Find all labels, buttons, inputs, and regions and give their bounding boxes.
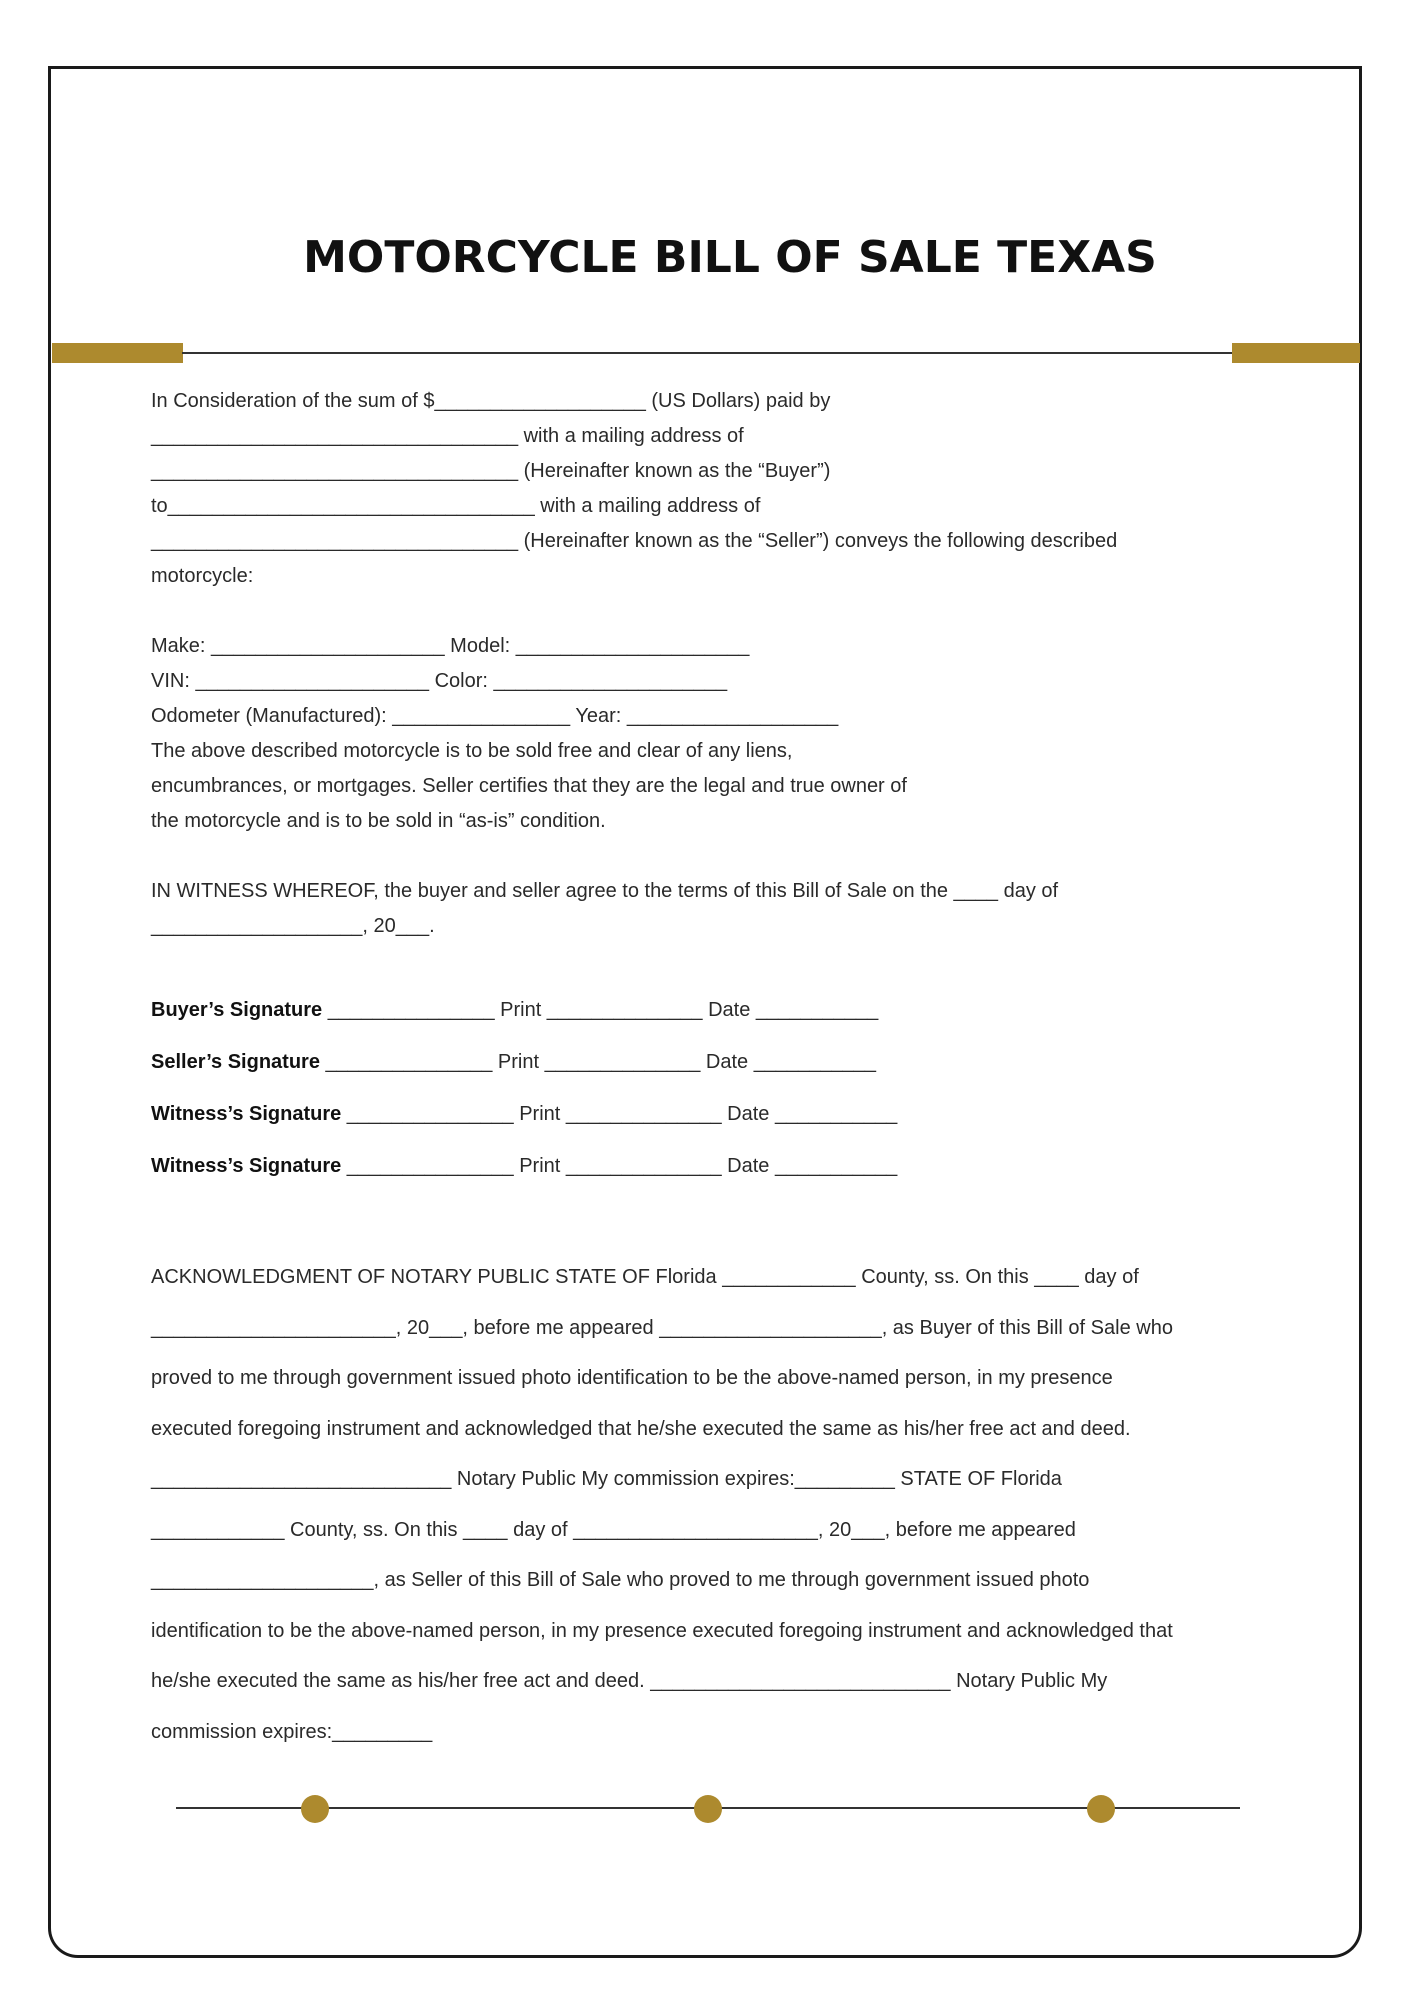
signature-row-witness-1 bbox=[151, 1088, 1291, 1140]
footer-dot bbox=[301, 1795, 329, 1823]
notary-line: identification to be the above-named person, in my presence executed foregoing instrument and acknowledged that bbox=[151, 1619, 1173, 1642]
signature-label: Witness’s Signature bbox=[151, 1155, 342, 1177]
signature-row-witness-2 bbox=[151, 1140, 1291, 1192]
notary-line: ____________________, as Seller of this Bill of Sale who proved to me through government issued photo bbox=[151, 1569, 1090, 1591]
detail-line: the motorcycle and is to be sold in “as-is” condition. bbox=[151, 810, 606, 832]
signature-label: Seller’s Signature bbox=[151, 1051, 320, 1073]
intro-line: In Consideration of the sum of $___________________ (US Dollars) paid by bbox=[151, 390, 831, 412]
detail-line: VIN: _____________________ Color: _____________________ bbox=[151, 670, 728, 692]
detail-line: The above described motorcycle is to be sold free and clear of any liens, bbox=[151, 740, 793, 762]
signature-section bbox=[151, 984, 1291, 1192]
notary-line: commission expires:_________ bbox=[151, 1720, 433, 1743]
signature-row-seller bbox=[151, 1036, 1291, 1088]
detail-line: Odometer (Manufactured): ________________ Year: ___________________ bbox=[151, 705, 839, 727]
witness-line: IN WITNESS WHEREOF, the buyer and seller agree to the terms of this Bill of Sale on the ____ day of bbox=[151, 880, 1059, 902]
notary-line: ______________________, 20___, before me appeared ____________________, as Buyer of this Bill of Sale who bbox=[151, 1316, 1173, 1339]
intro-section bbox=[151, 384, 1291, 594]
header-accent-left bbox=[52, 343, 183, 363]
intro-line: to_________________________________ with a mailing address of bbox=[151, 495, 761, 517]
witness-line: ___________________, 20___. bbox=[151, 915, 435, 937]
detail-line: encumbrances, or mortgages. Seller certifies that they are the legal and true owner of bbox=[151, 775, 907, 797]
notary-line: ____________ County, ss. On this ____ day of ______________________, 20___, before me appeared bbox=[151, 1518, 1076, 1541]
header-accent-right bbox=[1232, 343, 1360, 363]
footer-dot bbox=[1087, 1795, 1115, 1823]
witness-section bbox=[151, 874, 1291, 944]
notary-line: he/she executed the same as his/her free act and deed. ___________________________ Notary Public My bbox=[151, 1670, 1108, 1692]
notary-line: ___________________________ Notary Public My commission expires:_________ STATE OF Florida bbox=[151, 1468, 1062, 1490]
notary-line: executed foregoing instrument and acknowledged that he/she executed the same as his/her free act and deed. bbox=[151, 1417, 1131, 1440]
signature-fields: _______________ Print ______________ Date ___________ bbox=[341, 1103, 898, 1125]
document-body bbox=[151, 384, 1291, 1757]
document-title: MOTORCYCLE BILL OF SALE TEXAS bbox=[303, 232, 1157, 283]
notary-line: proved to me through government issued photo identification to be the above-named person, in my presence bbox=[151, 1367, 1113, 1389]
detail-line: Make: _____________________ Model: _____________________ bbox=[151, 635, 750, 657]
notary-section bbox=[151, 1252, 1291, 1757]
signature-fields: _______________ Print ______________ Date ___________ bbox=[319, 1051, 877, 1073]
footer-dot bbox=[694, 1795, 722, 1823]
signature-label: Buyer’s Signature bbox=[151, 999, 323, 1021]
header-divider bbox=[182, 352, 1232, 354]
signature-label: Witness’s Signature bbox=[151, 1103, 342, 1125]
details-section bbox=[151, 629, 1291, 839]
notary-line: ACKNOWLEDGMENT OF NOTARY PUBLIC STATE OF Florida ____________ County, ss. On this ____ day of bbox=[151, 1266, 1139, 1288]
intro-line: _________________________________ (Hereinafter known as the “Seller”) conveys the following described bbox=[151, 530, 1118, 552]
signature-fields: _______________ Print ______________ Date ___________ bbox=[341, 1155, 898, 1177]
intro-line: _________________________________ with a mailing address of bbox=[151, 425, 744, 447]
intro-line: _________________________________ (Hereinafter known as the “Buyer”) bbox=[151, 460, 831, 482]
signature-fields: _______________ Print ______________ Date ___________ bbox=[322, 999, 879, 1021]
intro-line: motorcycle: bbox=[151, 565, 254, 587]
signature-row-buyer bbox=[151, 984, 1291, 1036]
